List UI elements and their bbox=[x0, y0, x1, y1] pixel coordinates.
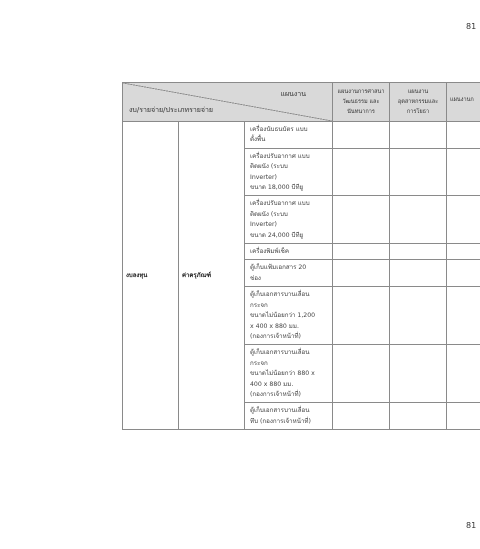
plan-column-industry-public-works: แผนงาน อุตสาหกรรมและ การโยธา bbox=[390, 83, 447, 122]
value-cell bbox=[333, 403, 390, 430]
value-cell bbox=[447, 244, 480, 260]
item-cell: ตู้เก็บเอกสารบานเลื่อน กระจก ขนาดไม่น้อยกว่า 1,200 x 400 x 880 มม. (กองการเจ้าหน้าที่) bbox=[245, 287, 333, 345]
value-cell bbox=[390, 148, 447, 196]
value-cell bbox=[390, 345, 447, 403]
item-cell: ตู้เก็บเอกสารบานเลื่อน กระจก ขนาดไม่น้อยกว่า 880 x 400 x 880 มม. (กองการเจ้าหน้าที่) bbox=[245, 345, 333, 403]
budget-group-cell: งบลงทุน bbox=[123, 122, 179, 430]
value-cell bbox=[447, 345, 480, 403]
value-cell bbox=[390, 244, 447, 260]
header-plan-label: แผนงาน bbox=[280, 90, 307, 98]
header-row-label: งบ/รายจ่าย/ประเภทรายจ่าย bbox=[129, 106, 214, 114]
value-cell bbox=[447, 196, 480, 244]
value-cell bbox=[333, 345, 390, 403]
table-header-row bbox=[123, 83, 480, 122]
value-cell bbox=[447, 260, 480, 287]
value-cell bbox=[390, 287, 447, 345]
value-cell bbox=[390, 260, 447, 287]
value-cell bbox=[333, 122, 390, 149]
value-cell bbox=[333, 287, 390, 345]
value-cell bbox=[333, 260, 390, 287]
page-number-bottom: 81 bbox=[466, 521, 477, 530]
value-cell bbox=[390, 122, 447, 149]
value-cell bbox=[447, 122, 480, 149]
budget-table bbox=[122, 82, 480, 430]
value-cell bbox=[447, 403, 480, 430]
value-cell bbox=[333, 244, 390, 260]
expense-type-cell: ค่าครุภัณฑ์ bbox=[179, 122, 245, 430]
item-cell: เครื่องปรับอากาศ แบบ ติดผนัง (ระบบ Inverter) ขนาด 24,000 บีทียู bbox=[245, 196, 333, 244]
value-cell bbox=[333, 196, 390, 244]
page-number-top: 81 bbox=[466, 22, 477, 31]
value-cell bbox=[390, 403, 447, 430]
item-cell: เครื่องพิมพ์เช็ค bbox=[245, 244, 333, 260]
value-cell bbox=[447, 148, 480, 196]
header-corner-cell bbox=[123, 83, 333, 122]
table-row bbox=[123, 122, 480, 149]
item-cell: เครื่องปรับอากาศ แบบ ติดผนัง (ระบบ Inverter) ขนาด 18,000 บีทียู bbox=[245, 148, 333, 196]
value-cell bbox=[333, 148, 390, 196]
plan-column-religion-culture: แผนงานการศาสนา วัฒนธรรม และ นันทนาการ bbox=[333, 83, 390, 122]
item-cell: ตู้เก็บแฟ้มเอกสาร 20 ช่อง bbox=[245, 260, 333, 287]
value-cell bbox=[390, 196, 447, 244]
value-cell bbox=[447, 287, 480, 345]
item-cell: ตู้เก็บเอกสารบานเลื่อน ทึบ (กองการเจ้าหน้าที่) bbox=[245, 403, 333, 430]
item-cell: เครื่องนับธนบัตร แบบ ตั้งพื้น bbox=[245, 122, 333, 149]
plan-column-cut-off: แผนงานก bbox=[447, 83, 480, 122]
